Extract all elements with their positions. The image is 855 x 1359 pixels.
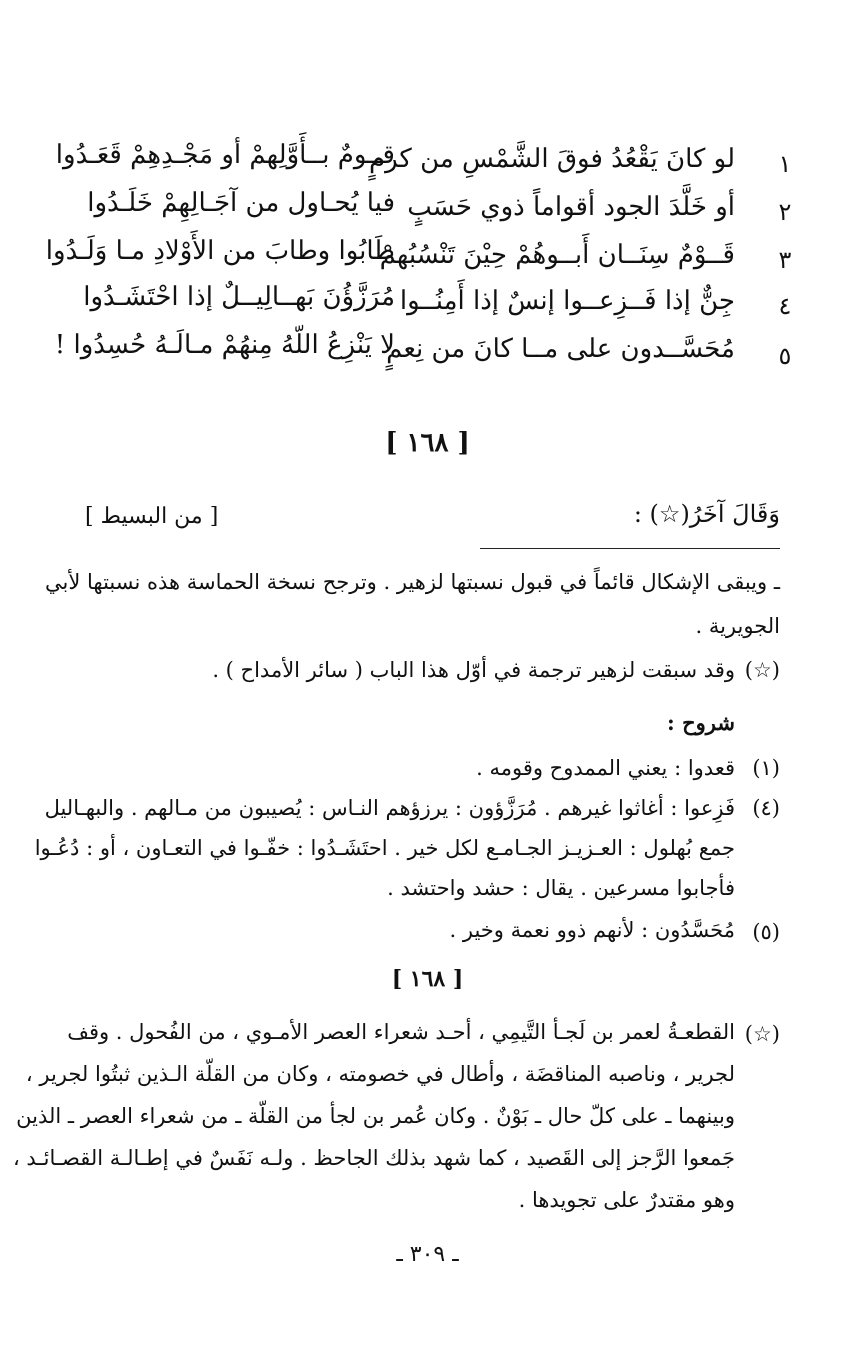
commentary-line: جمع بُهلول : العـزيـز الجـامـع لكل خير . احتَشَـدُوا : خفّـوا في التعـاون ، أو : دُعُـوا: [34, 836, 735, 860]
commentary-marker: (٤): [752, 796, 780, 820]
footnote-marker: (☆): [744, 658, 780, 682]
meter-label: [ من البسيط ]: [85, 504, 219, 529]
commentary-marker: (٥): [752, 920, 780, 944]
verse-second-hemistich: فيا يُحـاول من آجَـالِهِمْ خَلَـدُوا: [87, 188, 395, 218]
verse-second-hemistich: لا يَنْزِعُ اللّهُ مِنهُمْ مـالَـهُ حُسِدُوا !: [54, 330, 395, 360]
section-heading: [ ١٦٨ ]: [385, 428, 470, 458]
poet-attribution: وَقَالَ آخَرُ(☆) :: [633, 500, 780, 528]
verse-first-hemistich: أو خَلَّدَ الجود أقواماً ذوي حَسَبٍ: [407, 192, 735, 222]
commentary-title: شروح :: [667, 710, 735, 735]
bio-line: لجرير ، وناصبه المناقضَة ، وأطال في خصومته ، وكان من القلّة الـذين ثبتُوا لجرير ،: [25, 1062, 735, 1086]
bio-line: وبينهما ـ على كلّ حال ـ بَوْنٌ . وكان عُمر بن لجأ من القلّة ـ من شعراء العصر ـ الذين: [16, 1104, 735, 1128]
commentary-marker: (١): [752, 756, 780, 780]
commentary-line: فأجابوا مسرعين . يقال : حشد واحتشد .: [387, 876, 735, 900]
bio-line: القطعـةُ لعمر بن لَجـأ التَّيمِي ، أحـد شعراء العصر الأمـوي ، من الفُحول . وقف: [67, 1020, 735, 1044]
verse-number: ١: [778, 150, 792, 178]
note-line: الجويرية .: [695, 614, 780, 638]
verse-number: ٤: [778, 292, 792, 320]
bio-marker: (☆): [744, 1022, 780, 1046]
bio-section-heading: [ ١٦٨ ]: [391, 966, 464, 992]
note-line: وقد سبقت لزهير ترجمة في أوّل هذا الباب ( سائر الأمداح ) .: [212, 658, 735, 682]
footnote-separator: [480, 548, 780, 549]
commentary-line: مُحَسَّدُون : لأنهم ذوو نعمة وخير .: [449, 918, 735, 942]
page-number: ـ ٣٠٩ ـ: [396, 1242, 459, 1267]
verse-number: ٣: [778, 246, 792, 274]
verse-first-hemistich: جِنٌّ إذا فَــزِعــوا إنسٌ إذا أَمِنُــوا: [399, 286, 735, 316]
verse-number: ٥: [778, 342, 792, 370]
verse-first-hemistich: مُحَسَّــدون على مــا كانَ من نِعمٍ: [386, 334, 735, 364]
verse-second-hemistich: قــومٌ بــأَوَّلِهمْ أو مَجْـدِهِمْ قَعَـدُوا: [55, 140, 395, 170]
verse-number: ٢: [778, 198, 792, 226]
commentary-line: قعدوا : يعني الممدوح وقومه .: [476, 756, 735, 780]
bio-line: جَمعوا الرَّجز إلى القَصيد ، كما شهد بذلك الجاحظ . ولـه نَفَسٌ في إطـالـة القصـائـد ،: [12, 1146, 735, 1170]
bio-line: وهو مقتدرٌ على تجويدها .: [518, 1188, 735, 1212]
verse-second-hemistich: طَابُوا وطابَ من الأَوْلادِ مـا وَلَـدُوا: [45, 236, 395, 266]
verse-first-hemistich: لو كانَ يَقْعُدُ فوقَ الشَّمْسِ من كرمٍ: [368, 144, 735, 174]
verse-first-hemistich: قَــوْمٌ سِنَــان أَبــوهُمْ حِيْنَ تَنْسُبُهمْ: [379, 240, 735, 270]
commentary-line: فَزِعوا : أغاثوا غيرهم . مُرَزَّؤون : يرزؤهم النـاس : يُصيبون من مـالهم . والبهـاليل: [44, 796, 735, 820]
verse-second-hemistich: مُرَزَّؤُنَ بَهــالِيــلٌ إذا احْتَشَـدُوا: [83, 282, 395, 312]
note-line: ـ ويبقى الإشكال قائماً في قبول نسبتها لزهير . وترجح نسخة الحماسة هذه نسبتها لأبي: [45, 570, 780, 594]
